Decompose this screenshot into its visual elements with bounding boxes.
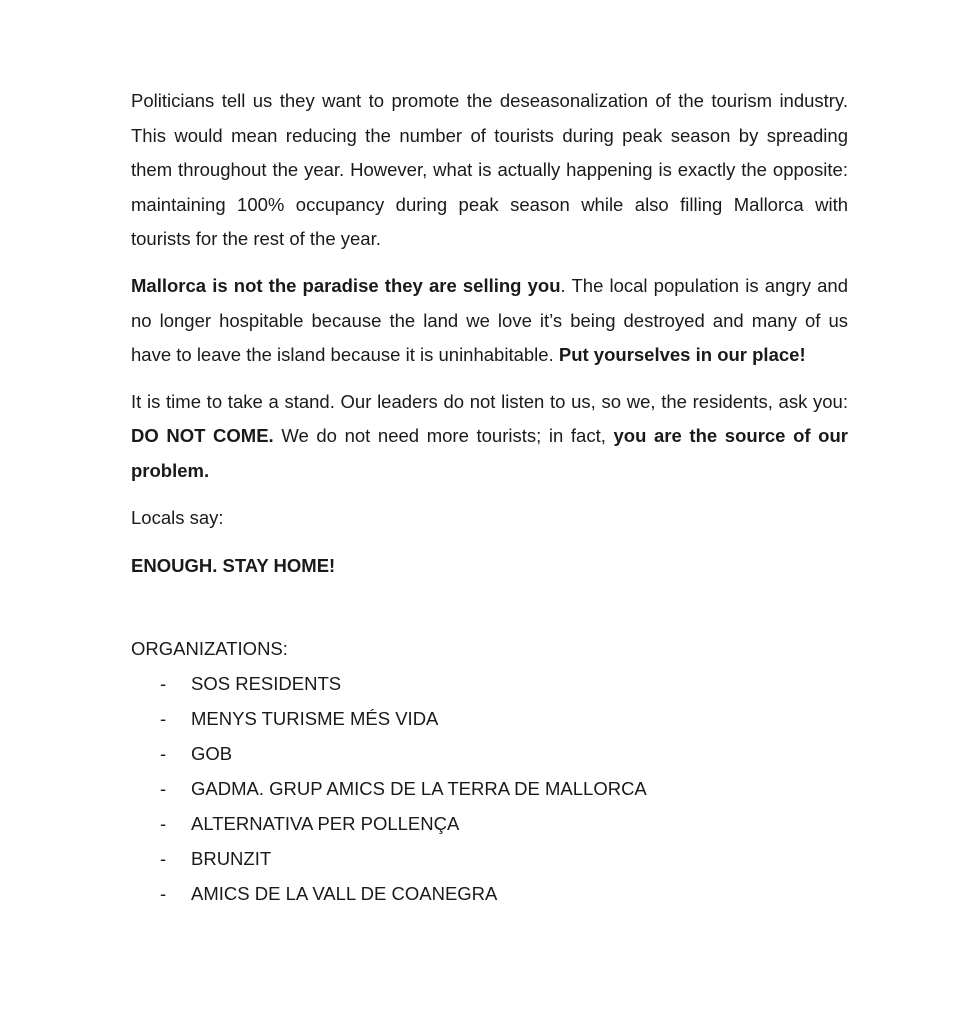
slogan-enough: ENOUGH. STAY HOME! bbox=[131, 555, 336, 577]
text-no-more-tourists: We do not need more tourists; in fact, bbox=[273, 425, 614, 447]
list-bullet: - bbox=[160, 708, 167, 730]
paragraph-take-a-stand bbox=[131, 385, 848, 489]
list-item bbox=[131, 736, 848, 771]
text-take-stand: It is time to take a stand. Our leaders do not listen to us, so we, the residents, ask you: bbox=[131, 390, 848, 412]
list-bullet: - bbox=[160, 848, 167, 870]
list-item bbox=[131, 806, 848, 841]
locals-say: Locals say: bbox=[131, 506, 224, 528]
text-local-population: . The local population is angry and no longer hospitable because the land we love it’s being destroyed and many of us have to leave the island because it is uninhabitable. bbox=[131, 274, 848, 366]
organizations-heading: ORGANIZATIONS: bbox=[131, 637, 288, 659]
list-item bbox=[131, 666, 848, 701]
paragraph-not-paradise bbox=[131, 269, 848, 373]
list-item bbox=[131, 771, 848, 806]
organizations-list bbox=[131, 666, 848, 911]
organization-name: AMICS DE LA VALL DE COANEGRA bbox=[191, 883, 498, 905]
organization-name: SOS RESIDENTS bbox=[191, 673, 342, 695]
list-bullet: - bbox=[160, 813, 167, 835]
list-bullet: - bbox=[160, 673, 167, 695]
bold-source-of-problem: you are the source of our problem. bbox=[131, 425, 848, 481]
document-page bbox=[131, 84, 848, 911]
bold-put-yourselves: Put yourselves in our place! bbox=[558, 344, 806, 366]
list-item bbox=[131, 841, 848, 876]
list-bullet: - bbox=[160, 883, 167, 905]
organization-name: GOB bbox=[191, 743, 233, 765]
organization-name: ALTERNATIVA PER POLLENÇA bbox=[191, 813, 460, 835]
organization-name: GADMA. GRUP AMICS DE LA TERRA DE MALLORCA bbox=[191, 778, 647, 800]
paragraph-deseasonalization: Politicians tell us they want to promote the deseasonalization of the tourism industry. This would mean reducing the number of tourists during peak season by spreading them throughout the year. However, what is actually happening is exactly the opposite: maintaining 100% occupancy during peak season while also filling Mallorca with tourists for the rest of the year. bbox=[131, 90, 848, 250]
bold-not-paradise: Mallorca is not the paradise they are selling you bbox=[131, 274, 561, 296]
list-bullet: - bbox=[160, 778, 167, 800]
bold-do-not-come: DO NOT COME. bbox=[131, 425, 274, 447]
organization-name: MENYS TURISME MÉS VIDA bbox=[191, 708, 439, 730]
list-item bbox=[131, 701, 848, 736]
list-bullet: - bbox=[160, 743, 167, 765]
list-item bbox=[131, 876, 848, 911]
organization-name: BRUNZIT bbox=[191, 848, 272, 870]
